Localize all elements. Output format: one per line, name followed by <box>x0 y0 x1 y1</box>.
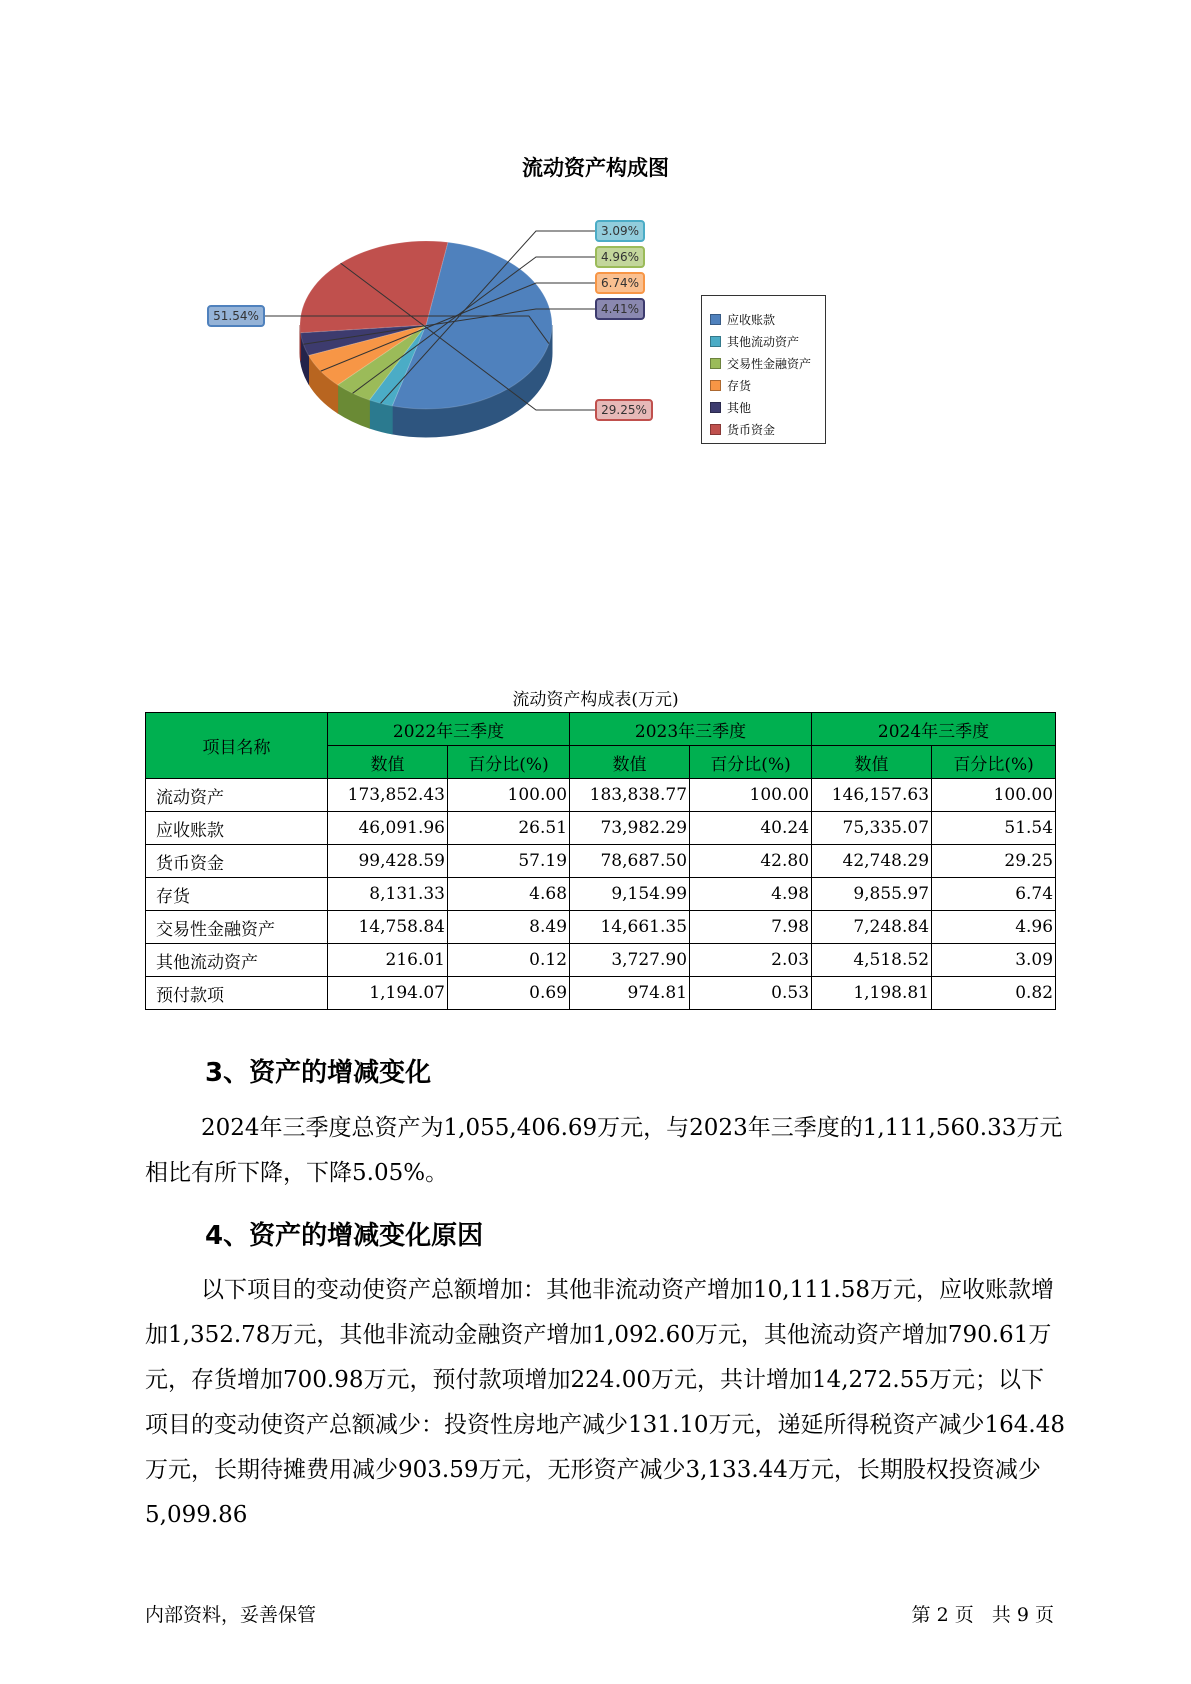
legend-item <box>710 330 825 352</box>
cell-value: 7,248.84 <box>812 911 932 944</box>
cell-value: 173,852.43 <box>328 779 448 812</box>
data-label: 4.41% <box>600 302 640 316</box>
cell-percent: 7.98 <box>690 911 812 944</box>
cell-percent: 40.24 <box>690 812 812 845</box>
legend-swatch <box>710 358 721 369</box>
legend-item <box>710 396 825 418</box>
legend-label: 存货 <box>727 378 752 393</box>
footer-page-number: 第 2 页 共 9 页 <box>911 1604 1054 1626</box>
legend-item <box>710 352 825 374</box>
row-name: 预付款项 <box>146 977 328 1010</box>
section-paragraph: 2024年三季度总资产为1,055,406.69万元，与2023年三季度的1,111,560.33万元相比有所下降，下降5.05%。 <box>145 1115 1063 1186</box>
cell-value: 9,154.99 <box>570 878 690 911</box>
cell-percent: 0.53 <box>690 977 812 1010</box>
table-row <box>146 944 1056 977</box>
header-percent: 百分比(%) <box>690 746 812 779</box>
cell-value: 974.81 <box>570 977 690 1010</box>
pie-chart <box>0 0 1191 560</box>
cell-value: 9,855.97 <box>812 878 932 911</box>
cell-percent: 4.68 <box>448 878 570 911</box>
data-label: 29.25% <box>601 403 647 417</box>
legend-swatch <box>710 402 721 413</box>
cell-percent: 4.98 <box>690 878 812 911</box>
table-row <box>146 977 1056 1010</box>
legend-label: 应收账款 <box>727 312 776 327</box>
table-caption: 流动资产构成表(万元) <box>512 690 679 710</box>
cell-value: 146,157.63 <box>812 779 932 812</box>
cell-value: 14,758.84 <box>328 911 448 944</box>
data-label: 3.09% <box>600 224 640 238</box>
chart-legend <box>701 295 826 444</box>
section-heading: 4、资产的增减变化原因 <box>205 1221 484 1251</box>
cell-value: 216.01 <box>328 944 448 977</box>
header-period: 2022年三季度 <box>328 713 570 746</box>
cell-percent: 2.03 <box>690 944 812 977</box>
data-label: 51.54% <box>213 309 259 323</box>
cell-value: 4,518.52 <box>812 944 932 977</box>
cell-percent: 57.19 <box>448 845 570 878</box>
cell-value: 46,091.96 <box>328 812 448 845</box>
cell-percent: 0.12 <box>448 944 570 977</box>
cell-percent: 6.74 <box>932 878 1056 911</box>
cell-value: 8,131.33 <box>328 878 448 911</box>
cell-percent: 42.80 <box>690 845 812 878</box>
legend-label: 交易性金融资产 <box>727 356 812 371</box>
cell-percent: 51.54 <box>932 812 1056 845</box>
data-label: 4.96% <box>600 250 640 264</box>
legend-swatch <box>710 336 721 347</box>
chart-title: 流动资产构成图 <box>522 156 669 180</box>
section-paragraph: 以下项目的变动使资产总额增加：其他非流动资产增加10,111.58万元，应收账款增加1,352.78万元，其他非流动金融资产增加1,092.60万元，其他流动资产增加790.61万元，存货增加700.98万元，预付款项增加224.00万元，共计增加14,272.55万元；以下项目的变动使资产总额减少：投资性房地产减少131.10万元，递延所得税资产减少164.48万元，长期待摊费用减少903.59万元，无形资产减少3,133.44万元，长期股权投资减少5,099.86 <box>145 1277 1065 1528</box>
header-period: 2024年三季度 <box>812 713 1056 746</box>
row-name: 存货 <box>146 878 328 911</box>
legend-item <box>710 418 825 440</box>
cell-percent: 100.00 <box>690 779 812 812</box>
row-name: 应收账款 <box>146 812 328 845</box>
cell-percent: 8.49 <box>448 911 570 944</box>
table-row <box>146 845 1056 878</box>
cell-value: 78,687.50 <box>570 845 690 878</box>
section-heading: 3、资产的增减变化 <box>205 1058 432 1088</box>
cell-percent: 100.00 <box>448 779 570 812</box>
legend-swatch <box>710 380 721 391</box>
cell-value: 183,838.77 <box>570 779 690 812</box>
cell-value: 1,198.81 <box>812 977 932 1010</box>
data-label: 6.74% <box>600 276 640 290</box>
legend-item <box>710 308 825 330</box>
legend-label: 其他 <box>727 400 752 415</box>
header-percent: 百分比(%) <box>448 746 570 779</box>
cell-value: 42,748.29 <box>812 845 932 878</box>
footer-confidential: 内部资料，妥善保管 <box>145 1604 317 1626</box>
cell-percent: 26.51 <box>448 812 570 845</box>
table-row <box>146 878 1056 911</box>
cell-percent: 29.25 <box>932 845 1056 878</box>
cell-value: 73,982.29 <box>570 812 690 845</box>
header-period: 2023年三季度 <box>570 713 812 746</box>
cell-percent: 0.69 <box>448 977 570 1010</box>
table-row <box>146 812 1056 845</box>
cell-value: 1,194.07 <box>328 977 448 1010</box>
header-percent: 百分比(%) <box>932 746 1056 779</box>
current-assets-table <box>145 712 1056 1010</box>
header-value: 数值 <box>812 746 932 779</box>
table-row <box>146 779 1056 812</box>
row-name: 货币资金 <box>146 845 328 878</box>
pie-slice <box>300 241 448 333</box>
cell-value: 3,727.90 <box>570 944 690 977</box>
header-item-name: 项目名称 <box>146 713 328 779</box>
cell-value: 14,661.35 <box>570 911 690 944</box>
header-value: 数值 <box>328 746 448 779</box>
cell-percent: 3.09 <box>932 944 1056 977</box>
legend-label: 货币资金 <box>727 422 776 437</box>
legend-swatch <box>710 314 721 325</box>
cell-percent: 0.82 <box>932 977 1056 1010</box>
cell-value: 99,428.59 <box>328 845 448 878</box>
header-value: 数值 <box>570 746 690 779</box>
legend-item <box>710 374 825 396</box>
legend-swatch <box>710 424 721 435</box>
cell-percent: 100.00 <box>932 779 1056 812</box>
row-name: 流动资产 <box>146 779 328 812</box>
legend-label: 其他流动资产 <box>727 334 800 349</box>
table-row <box>146 911 1056 944</box>
cell-percent: 4.96 <box>932 911 1056 944</box>
cell-value: 75,335.07 <box>812 812 932 845</box>
row-name: 其他流动资产 <box>146 944 328 977</box>
row-name: 交易性金融资产 <box>146 911 328 944</box>
